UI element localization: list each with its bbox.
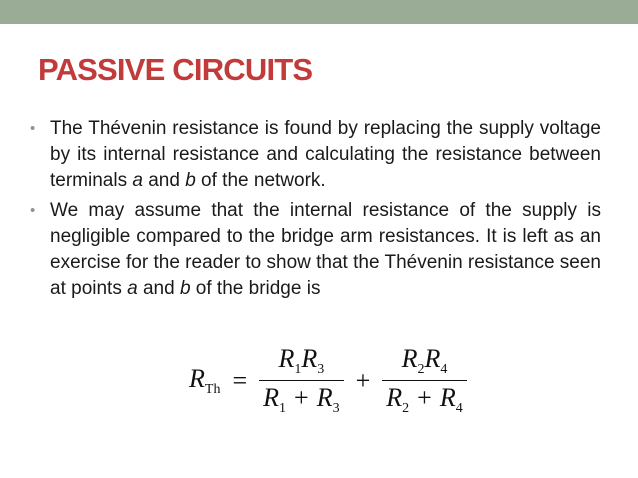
top-accent-bar — [0, 0, 638, 24]
terminal-a-label: a — [127, 278, 138, 299]
bullet-text: of the bridge is — [190, 278, 321, 299]
fraction-2 — [382, 344, 466, 417]
fraction-1 — [259, 344, 343, 417]
bullet-text: of the network. — [195, 170, 326, 191]
fraction-1-denominator: $R_1 + R_3$ — [259, 380, 343, 417]
formula-equals: = — [232, 365, 248, 395]
terminal-b-label: b — [179, 278, 191, 299]
bullet-item-1 — [30, 116, 601, 194]
bullet-text: The Thévenin resistance is found by replacing the supply voltage by its internal resistance and calculating the resistance between terminals — [50, 118, 601, 191]
bullet-dot-icon: • — [30, 120, 36, 137]
bullet-text: and — [137, 278, 180, 299]
bullet-list — [30, 116, 601, 306]
bullet-text: We may assume that the internal resistance of the supply is negligible compared to the bridge arm resistances. It is left as an exercise for the reader to show that the Thévenin resistance seen at points — [50, 200, 601, 299]
terminal-a-label: a — [132, 170, 143, 191]
thevenin-resistance-formula — [189, 344, 467, 417]
bullet-text: and — [142, 170, 186, 191]
formula-lhs: $R_{Th}$ — [189, 363, 221, 397]
terminal-b-label: b — [185, 170, 196, 191]
bullet-dot-icon: • — [30, 202, 36, 219]
slide-title: PASSIVE CIRCUITS — [38, 52, 313, 87]
fraction-1-numerator: $R_1R_3$ — [278, 344, 325, 377]
bullet-item-2 — [30, 198, 601, 302]
fraction-2-numerator: $R_2R_4$ — [401, 344, 448, 377]
formula-plus: + — [355, 365, 371, 395]
fraction-2-denominator: $R_2 + R_4$ — [382, 380, 466, 417]
